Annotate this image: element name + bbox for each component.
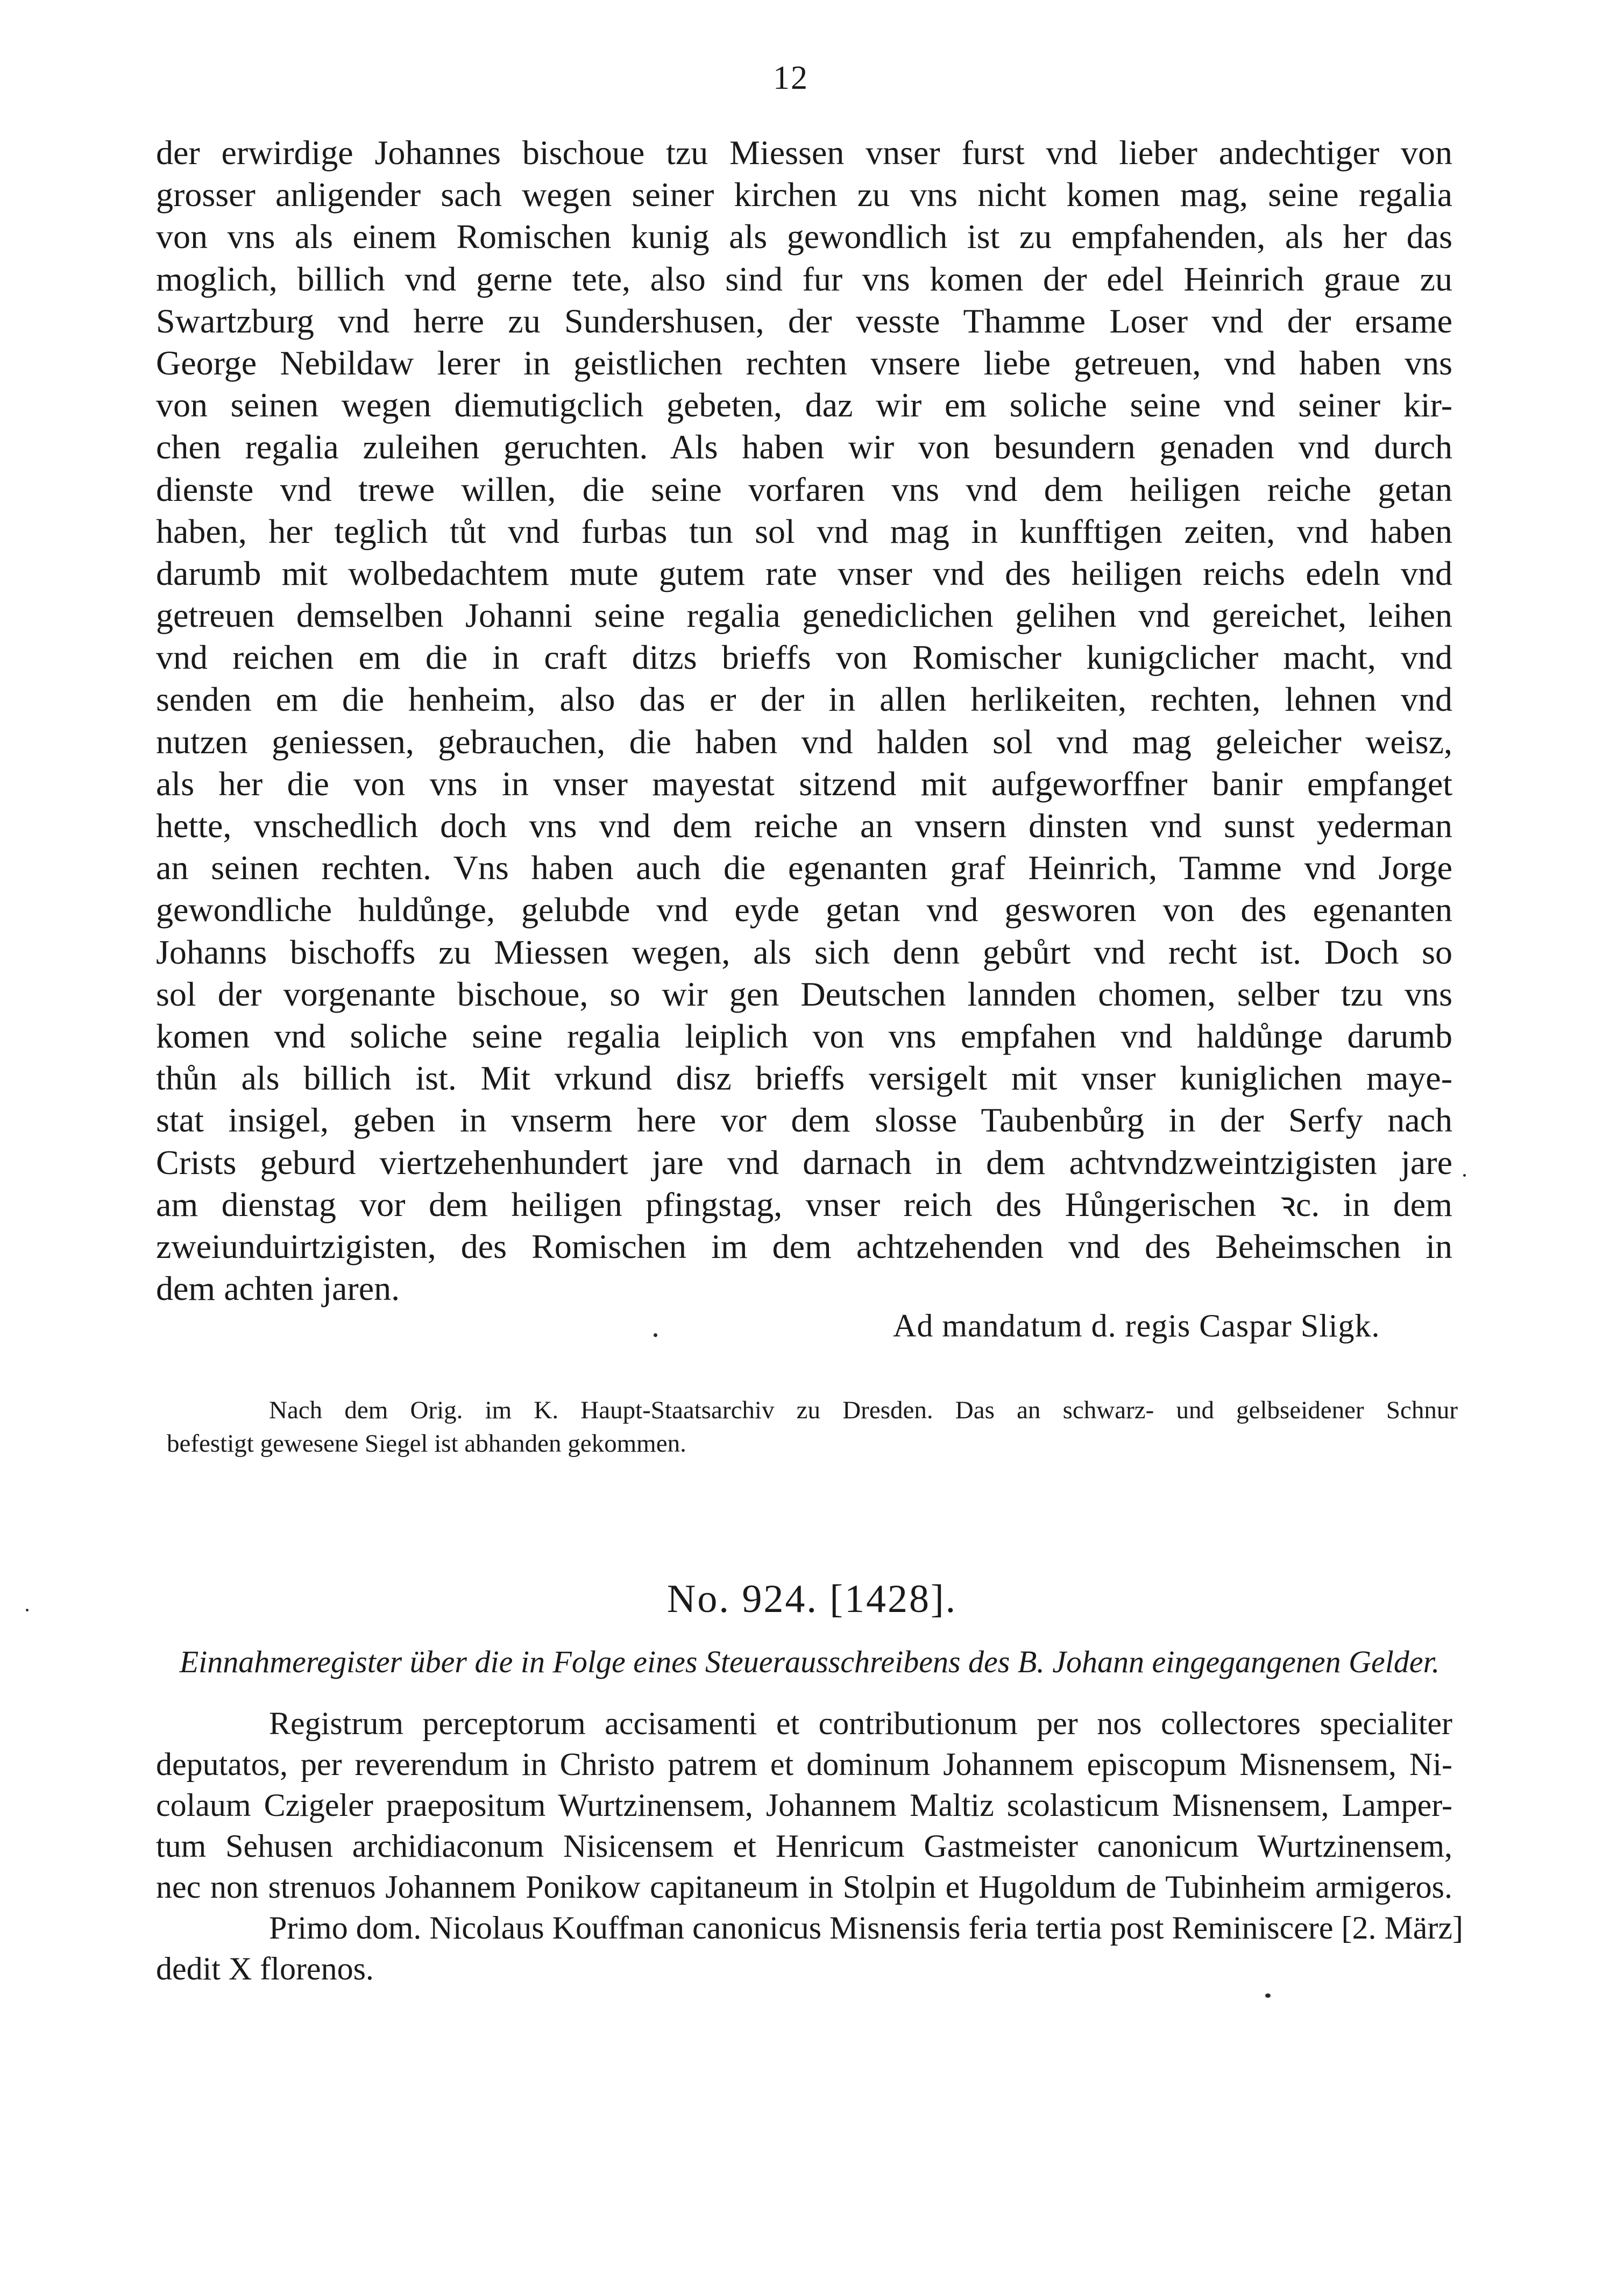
register-line: nec non strenuos Johannem Ponikow capitaneum in Stolpin et Hugoldum de Tubinheim armigeros. [156,1869,1452,1905]
text-line: von vns als einem Romischen kunig als gewondlich ist zu empfahenden, als her das [156,217,1452,256]
source-note-line: Nach dem Orig. im K. Haupt-Staatsarchiv zu Dresden. Das an schwarz- und gelbseidener Schnur [269,1396,1458,1424]
text-line: zweiunduirtzigisten, des Romischen im dem achtzehenden vnd des Beheimschen in [156,1227,1452,1265]
source-note [167,1394,1458,1460]
source-note-line: befestigt gewesene Siegel ist abhanden gekommen. [167,1430,686,1458]
text-line: Crists geburd viertzehenhundert jare vnd darnach in dem achtvndzweintzigisten jare [156,1143,1452,1182]
text-line: an seinen rechten. Vns haben auch die egenanten graf Heinrich, Tamme vnd Jorge [156,848,1452,887]
text-line: vnd reichen em die in craft ditzs brieffs von Romischer kunigclicher macht, vnd [156,638,1452,677]
text-line: Swartzburg vnd herre zu Sundershusen, der vesste Thamme Loser vnd der ersame [156,301,1452,340]
register-line: Primo dom. Nicolaus Kouffman canonicus Misnensis feria tertia post Reminiscere [2. März] [269,1910,1464,1946]
text-line: getreuen demselben Johanni seine regalia genediclichen gelihen vnd gereichet, leihen [156,596,1452,635]
charter-text [156,132,1452,1310]
document-subtitle: Einnahmeregister über die in Folge eines Steuerausschreibens des B. Johann eingegangenen Gelder. [179,1644,1440,1679]
document-heading: No. 924. [1428]. [666,1577,958,1621]
text-line: gewondliche huldůnge, gelubde vnd eyde getan vnd gesworen von des egenanten [156,890,1452,929]
text-line: stat insigel, geben in vnserm here vor dem slosse Taubenbůrg in der Serfy nach [156,1101,1452,1140]
text-line: George Nebildaw lerer in geistlichen rechten vnsere liebe getreuen, vnd haben vns [156,343,1452,382]
scan-speck [654,1333,657,1337]
text-line: der erwirdige Johannes bischoue tzu Miessen vnser furst vnd lieber andechtiger von [156,133,1452,172]
scan-speck [1265,1993,1271,1998]
text-line: dem achten jaren. [156,1269,400,1308]
register-text [156,1703,1464,1989]
text-line: hette, vnschedlich doch vns vnd dem reiche an vnsern dinsten vnd sunst yederman [156,807,1452,845]
signature-line: Ad mandatum d. regis Caspar Sligk. [893,1308,1380,1343]
register-line: Registrum perceptorum accisamenti et contributionum per nos collectores specialiter [269,1706,1452,1741]
register-line: tum Sehusen archidiaconum Nisicensem et Henricum Gastmeister canonicum Wurtzinensem, [156,1828,1452,1864]
text-line: dienste vnd trewe willen, die seine vorfaren vns vnd dem heiligen reiche getan [156,470,1452,508]
text-line: darumb mit wolbedachtem mute gutem rate vnser vnd des heiligen reichs edeln vnd [156,554,1452,592]
register-line: colaum Czigeler praepositum Wurtzinensem, Johannem Maltiz scolasticum Misnensem, Lamper- [156,1787,1452,1823]
register-line: deputatos, per reverendum in Christo patrem et dominum Johannem episcopum Misnensem, Ni- [156,1746,1452,1782]
text-line: von seinen wegen diemutigclich gebeten, daz wir em soliche seine vnd seiner kir- [156,386,1452,425]
register-line: dedit X florenos. [156,1951,374,1986]
text-line: grosser anligender sach wegen seiner kirchen zu vns nicht komen mag, seine regalia [156,175,1452,214]
text-line: nutzen geniessen, gebrauchen, die haben vnd halden sol vnd mag geleicher weisz, [156,722,1452,761]
text-line: haben, her teglich tůt vnd furbas tun sol vnd mag in kunfftigen zeiten, vnd haben [156,512,1452,550]
text-line: Johanns bischoffs zu Miessen wegen, als sich denn gebůrt vnd recht ist. Doch so [156,932,1452,971]
text-line: senden em die henheim, also das er der in allen herlikeiten, rechten, lehnen vnd [156,680,1452,719]
text-line: als her die von vns in vnser mayestat sitzend mit aufgeworffner banir empfanget [156,764,1452,803]
text-line: sol der vorgenante bischoue, so wir gen Deutschen lannden chomen, selber tzu vns [156,974,1452,1013]
text-line: am dienstag vor dem heiligen pfingstag, vnser reich des Hůngerischen ꝛc. in dem [156,1185,1452,1224]
text-line: chen regalia zuleihen geruchten. Als haben wir von besundern genaden vnd durch [156,428,1452,466]
scan-speck [26,1609,29,1611]
scan-speck [1463,1174,1466,1177]
text-line: moglich, billich vnd gerne tete, also sind fur vns komen der edel Heinrich graue zu [156,259,1452,298]
page-number: 12 [773,60,809,96]
text-line: komen vnd soliche seine regalia leiplich von vns empfahen vnd haldůnge darumb [156,1016,1452,1055]
text-line: thůn als billich ist. Mit vrkund disz brieffs versigelt mit vnser kuniglichen maye- [156,1059,1452,1098]
